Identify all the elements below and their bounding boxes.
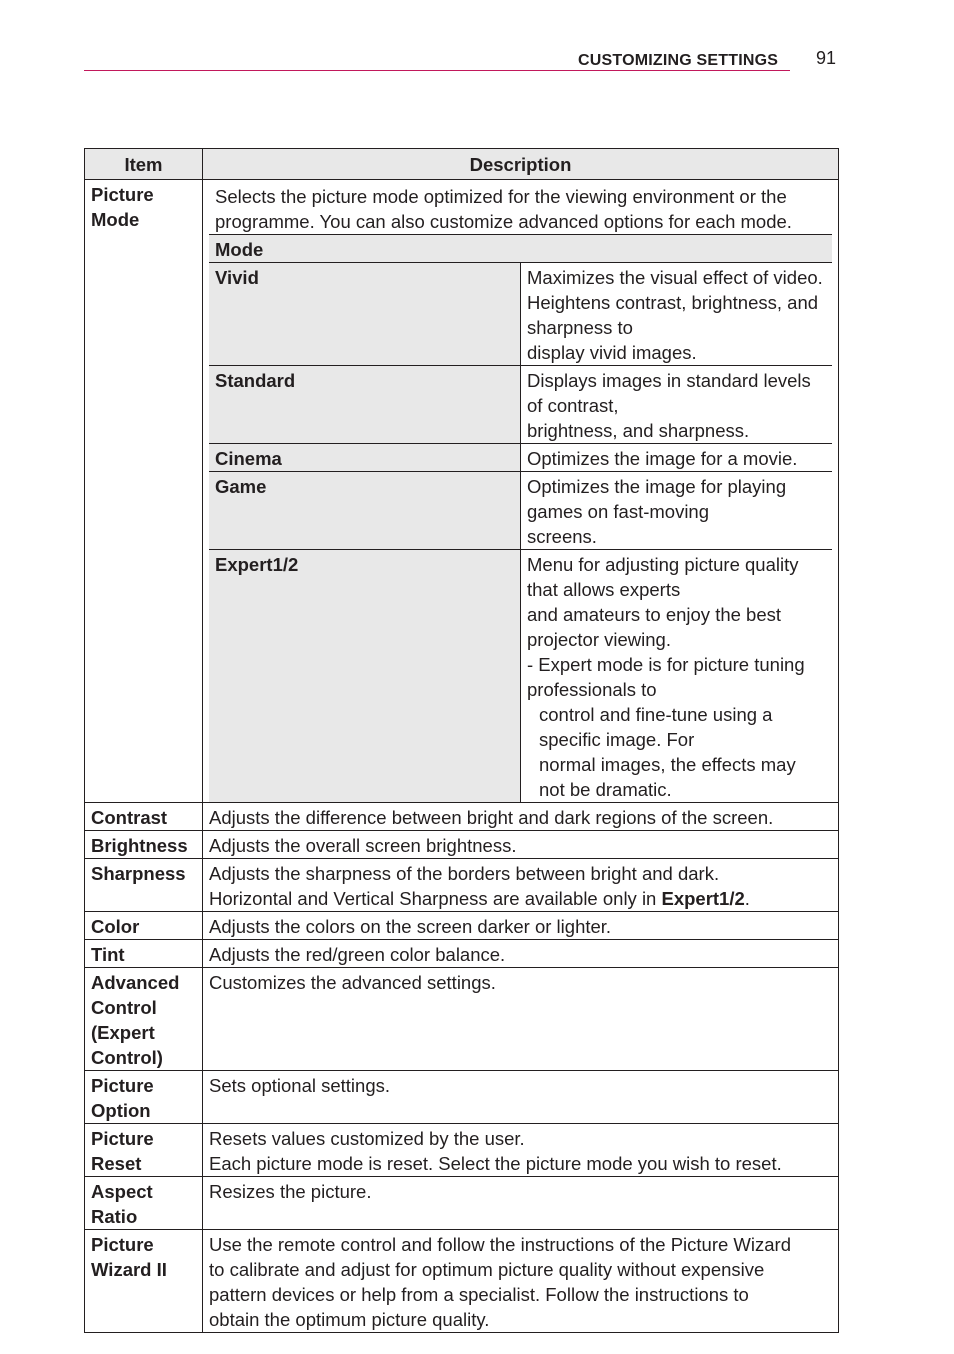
item-label-line: Aspect [91, 1181, 153, 1202]
mode-desc-line: screens. [527, 526, 597, 547]
page-number: 91 [816, 48, 837, 68]
mode-row-expert [209, 550, 832, 803]
item-brightness: Brightness [85, 831, 203, 859]
mode-desc-line: control and fine-tune using a specific image. For [539, 704, 773, 750]
mode-name: Standard [209, 366, 521, 444]
item-picture-reset [85, 1124, 203, 1177]
description-line: Each picture mode is reset. Select the picture mode you wish to reset. [209, 1153, 782, 1174]
table-row-contrast [85, 803, 839, 831]
table-row-tint [85, 940, 839, 968]
description-line: to calibrate and adjust for optimum picture quality without expensive [209, 1259, 765, 1280]
item-contrast: Contrast [85, 803, 203, 831]
description-line: Resets values customized by the user. [209, 1128, 525, 1149]
mode-row-cinema [209, 444, 832, 472]
item-label-line: Reset [91, 1153, 142, 1174]
description: Adjusts the colors on the screen darker or lighter. [203, 912, 839, 940]
description: Resizes the picture. [203, 1177, 839, 1230]
description: Customizes the advanced settings. [203, 968, 839, 1071]
mode-name: Vivid [209, 263, 521, 366]
mode-desc-line: - Expert mode is for picture tuning professionals to [527, 654, 805, 700]
column-header-description: Description [203, 149, 839, 180]
description-text: . [744, 888, 750, 909]
mode-desc-line: normal images, the effects may not be dramatic. [539, 754, 796, 800]
description-line: obtain the optimum picture quality. [209, 1309, 490, 1330]
description-line: Use the remote control and follow the instructions of the Picture Wizard [209, 1234, 791, 1255]
mode-desc-line: Heightens contrast, brightness, and sharpness to [527, 292, 819, 338]
item-label-line: Control) [91, 1047, 163, 1068]
mode-name: Expert1/2 [209, 550, 521, 803]
mode-row-vivid [209, 263, 832, 366]
item-label-line: Ratio [91, 1206, 138, 1227]
table-row-advanced-control [85, 968, 839, 1071]
section-title: CUSTOMIZING SETTINGS [578, 52, 779, 69]
item-label-line: Picture [91, 1128, 154, 1149]
mode-desc-line: and amateurs to enjoy the best projector viewing. [527, 604, 782, 650]
item-label-line: Wizard II [91, 1259, 167, 1280]
description: Sets optional settings. [203, 1071, 839, 1124]
table-row-picture-mode [85, 180, 839, 803]
mode-desc-line: Menu for adjusting picture quality that allows experts [527, 554, 799, 600]
mode-row-standard [209, 366, 832, 444]
item-label: Picture Mode [91, 184, 154, 230]
description [203, 1230, 839, 1333]
mode-subtable [209, 234, 832, 802]
item-aspect-ratio [85, 1177, 203, 1230]
mode-desc-line: Displays images in standard levels of contrast, [527, 370, 811, 416]
header-rule [84, 70, 790, 71]
table-row-sharpness [85, 859, 839, 912]
item-label-line: Control [91, 997, 157, 1018]
item-label-line: Advanced [91, 972, 180, 993]
table-row-color [85, 912, 839, 940]
mode-desc-line: display vivid images. [527, 342, 697, 363]
mode-row-game [209, 472, 832, 550]
mode-name: Cinema [209, 444, 521, 472]
column-header-item: Item [85, 149, 203, 180]
table-row-aspect-ratio [85, 1177, 839, 1230]
mode-desc-line: Optimizes the image for a movie. [527, 448, 798, 469]
mode-subheader: Mode [209, 235, 832, 263]
item-label-line: Option [91, 1100, 151, 1121]
description-line [209, 886, 832, 911]
item-color: Color [85, 912, 203, 940]
item-picture-option [85, 1071, 203, 1124]
item-label-line: Picture [91, 1075, 154, 1096]
mode-desc-line: Optimizes the image for playing games on fast-moving [527, 476, 787, 522]
description: Adjusts the difference between bright and dark regions of the screen. [203, 803, 839, 831]
mode-desc-line: Maximizes the visual effect of video. [527, 267, 823, 288]
description: Adjusts the overall screen brightness. [203, 831, 839, 859]
description-line: Adjusts the sharpness of the borders between bright and dark. [209, 863, 720, 884]
settings-table [84, 148, 839, 1333]
description [203, 859, 839, 912]
table-row-picture-wizard [85, 1230, 839, 1333]
description-line: pattern devices or help from a specialist. Follow the instructions to [209, 1284, 749, 1305]
mode-name: Game [209, 472, 521, 550]
description-line: programme. You can also customize advanced options for each mode. [215, 211, 792, 232]
description-line: Selects the picture mode optimized for the viewing environment or the [215, 186, 787, 207]
item-label-line: Picture [91, 1234, 154, 1255]
description [203, 1124, 839, 1177]
table-row-brightness [85, 831, 839, 859]
table-header-row [85, 149, 839, 180]
picture-mode-description [203, 180, 839, 803]
table-row-picture-option [85, 1071, 839, 1124]
description-text: Horizontal and Vertical Sharpness are available only in [209, 888, 662, 909]
description-emphasis: Expert1/2 [661, 888, 745, 909]
item-advanced-control [85, 968, 203, 1071]
item-tint: Tint [85, 940, 203, 968]
item-sharpness: Sharpness [85, 859, 203, 912]
item-picture-mode [85, 180, 203, 803]
item-picture-wizard [85, 1230, 203, 1333]
mode-desc-line: brightness, and sharpness. [527, 420, 750, 441]
item-label-line: (Expert [91, 1022, 155, 1043]
table-row-picture-reset [85, 1124, 839, 1177]
description: Adjusts the red/green color balance. [203, 940, 839, 968]
